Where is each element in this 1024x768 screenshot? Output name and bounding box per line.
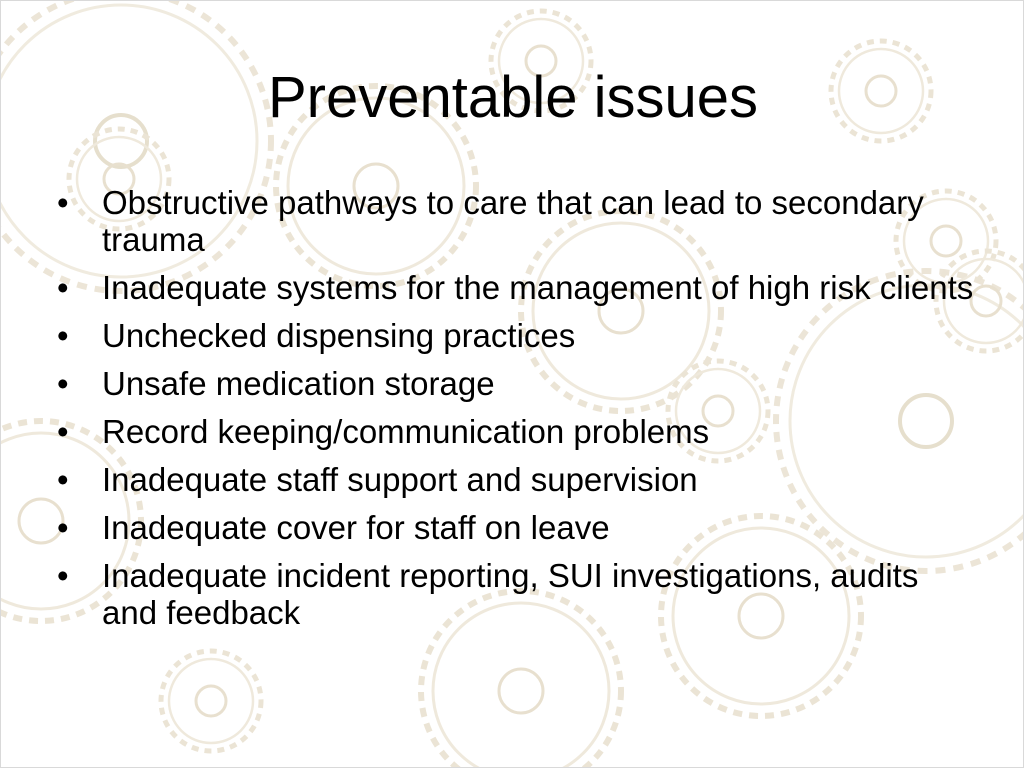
bullet-dot: • [57,557,69,594]
bullet-dot: • [57,461,69,498]
bullet-item [55,509,975,546]
bullet-text: Inadequate systems for the management of high risk clients [102,269,974,306]
bullet-dot: • [57,269,69,306]
bullet-text: Inadequate cover for staff on leave [102,509,610,546]
bullet-item [55,184,975,258]
bullet-item [55,461,975,498]
gear-shape [161,651,261,751]
bullet-dot: • [57,184,69,221]
bullet-item [55,269,975,306]
bullet-item [55,557,975,631]
slide-title: Preventable issues [267,65,759,130]
bullet-item [55,365,975,402]
bullet-dot: • [57,317,69,354]
bullet-list [55,184,975,642]
bullet-text: Obstructive pathways to care that can lead to secondary trauma [102,184,924,258]
bullet-text: Unchecked dispensing practices [102,317,576,354]
bullet-item [55,413,975,450]
bullet-text: Unsafe medication storage [102,365,495,402]
bullet-item [55,317,975,354]
bullet-dot: • [57,509,69,546]
bullet-text: Inadequate incident reporting, SUI investigations, audits and feedback [102,557,919,631]
bullet-dot: • [57,413,69,450]
bullet-dot: • [57,365,69,402]
bullet-text: Inadequate staff support and supervision [102,461,698,498]
bullet-text: Record keeping/communication problems [102,413,710,450]
